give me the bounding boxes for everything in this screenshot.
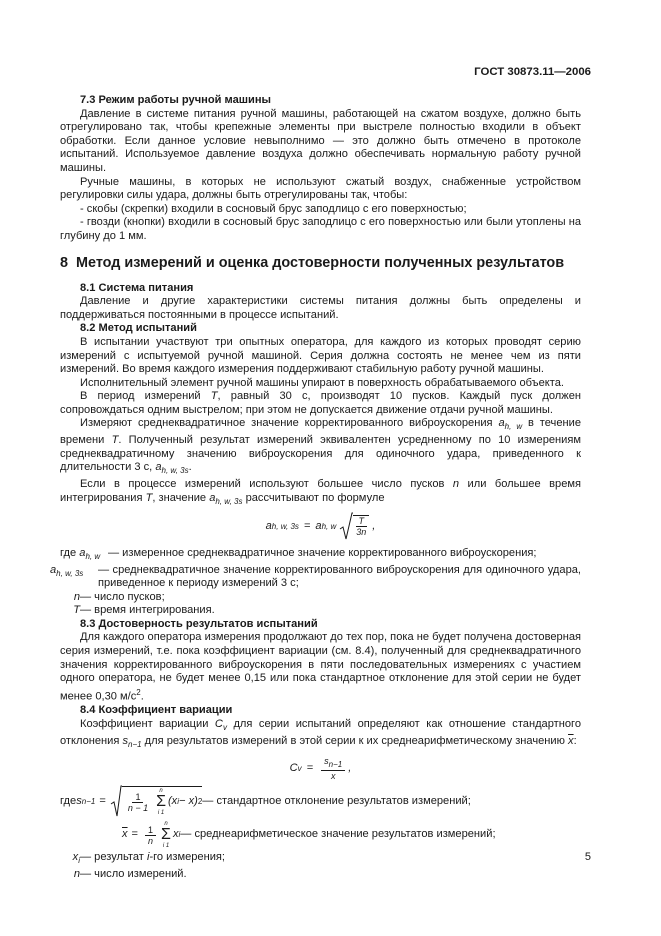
definition-sym: T — [73, 604, 80, 617]
text-run: — результат — [80, 851, 147, 864]
section-7-3-para-1: Давление в системе питания ручной машины, работающей на сжатом воздухе, должно быть отрегулировано так, чтобы крепежные элементы при выстреле полностью входили в объект обработки. Если данное условие невыполнимо — это должно быть отмечено в протоколе испытаний. Используемое давление воздуха должно обеспечивать нормальную работу ручной машины. — [60, 107, 581, 174]
section-8-2-para-5 — [60, 478, 581, 508]
formula-fraction — [125, 792, 151, 813]
section-8-2-para-2: Исполнительный элемент ручной машины упирают в поверхность обрабатываемого объекта. — [80, 376, 564, 389]
text-run: рассчитывают по формуле — [242, 491, 385, 504]
sum-term-power: 2 — [197, 797, 203, 807]
definition-sym: n — [73, 867, 80, 880]
text-run: для результатов измерений в этой серии к их среднеарифметическому значению — [141, 734, 569, 747]
definition-text — [80, 851, 581, 865]
text-run: , значение — [152, 491, 210, 504]
symbol-T: T — [210, 390, 218, 403]
text-run: , равный 30 с, производят 10 пусков. Каждый пуск должен сопровождаться одним выстрелом; при этом не допускается движение отдачи ручной машины. — [60, 390, 582, 416]
symbol-subscript: h, w, 3s — [161, 466, 189, 476]
symbol-C: C — [214, 717, 223, 730]
formula-description: — среднеарифметическое значение результатов измерений; — [180, 828, 496, 841]
text-run: Измеряют среднеквадратичное значение корректированного виброускорения — [80, 417, 499, 430]
formula-equals: = — [303, 519, 311, 532]
fraction-denominator: n − 1 — [127, 802, 149, 813]
definition-sym: n — [73, 590, 80, 603]
formula-equals: = — [131, 828, 139, 841]
formula-fraction — [353, 515, 369, 537]
definition-row — [50, 563, 581, 591]
sum-term-subscript: i — [178, 830, 181, 840]
formula-equals: = — [99, 795, 106, 808]
definition-symbol — [60, 868, 80, 882]
sum-lower-limit: i 1 — [162, 843, 170, 850]
definition-symbol — [60, 604, 80, 618]
text-run: : — [573, 734, 577, 747]
formula-subscript: h, w, 3s — [271, 521, 299, 531]
page-content — [50, 94, 582, 882]
definition-text: — среднеквадратичное значение корректированного виброускорения для одиночного удара, приведенное к периоду измерений 3 с; — [98, 563, 581, 590]
text-run: . — [140, 690, 144, 703]
formula-lead: где — [60, 795, 77, 808]
definition-text: — время интегрирования. — [80, 604, 215, 617]
sum-sigma-icon: n Σ i 1 — [161, 821, 171, 850]
symbol-subscript: n−1 — [128, 739, 142, 749]
symbol-a: a — [209, 491, 216, 504]
fraction-numerator — [321, 756, 345, 771]
text-run: В период измерений — [80, 390, 211, 403]
sum-term: − x) — [179, 795, 198, 808]
section-8-3-title: 8.3 Достоверность результатов испытаний — [80, 617, 318, 630]
formula-fraction — [321, 756, 345, 781]
sum-term: (x — [167, 795, 178, 808]
definition-sym: a — [50, 563, 57, 576]
definition-text: — число измерений. — [80, 867, 187, 880]
section-8-heading — [60, 255, 581, 272]
superscript: 2 — [136, 687, 141, 697]
section-7-3-title: 7.3 Режим работы ручной машины — [80, 94, 272, 106]
definition-text: — измеренное среднеквадратичное значение корректированного виброускорения; — [108, 546, 537, 559]
text-run: для серии испытаний определяют как отношение стандартного отклонения — [60, 717, 581, 747]
formula-subscript: h, w — [321, 521, 337, 531]
symbol-xbar: $\overline{x}$ — [568, 734, 574, 747]
symbol-a: a — [498, 417, 505, 430]
text-run: Если в процессе измерений используют большее число пусков — [80, 478, 453, 491]
page-number: 5 — [584, 851, 591, 863]
fraction-numerator: 1 — [145, 825, 156, 836]
symbol-n: n — [452, 478, 460, 491]
section-8-4-para-1 — [60, 718, 581, 752]
symbol-a: a — [155, 461, 162, 474]
sum-lower-limit: i 1 — [157, 810, 165, 817]
symbol-T: T — [111, 434, 119, 447]
formula-symbol: a — [315, 519, 322, 532]
sum-term: x — [172, 828, 179, 841]
definition-lead: где — [60, 546, 80, 559]
definition-symbol — [50, 564, 88, 581]
definition-sub: i — [78, 856, 80, 866]
definition-row — [60, 547, 581, 564]
num-symbol: s — [324, 756, 329, 767]
formula-a-hw3s — [60, 512, 581, 542]
section-8-1-title: 8.1 Система питания — [80, 281, 194, 294]
formula-mean — [122, 821, 581, 849]
section-8-2-title: 8.2 Метод испытаний — [80, 322, 197, 335]
section-8-4-title: 8.4 Коэффициент вариации — [80, 704, 233, 717]
formula-stddev — [60, 785, 581, 819]
definition-row — [60, 591, 581, 605]
definition-sym: x — [72, 851, 79, 864]
sum-sigma-icon: n Σ i 1 — [156, 788, 166, 817]
sqrt-radical-icon — [110, 785, 122, 819]
num-subscript: n−1 — [328, 760, 343, 770]
formula-subscript: n−1 — [81, 797, 96, 807]
standard-header: ГОСТ 30873.11—2006 — [474, 66, 591, 78]
text-run: Коэффициент вариации — [80, 717, 215, 730]
text-run: . — [188, 461, 192, 474]
section-8-title: Метод измерений и оценка достоверности полученных результатов — [76, 254, 565, 271]
symbol-s: s — [122, 734, 129, 747]
fraction-denominator: 3n — [356, 527, 367, 538]
formula-equals: = — [306, 761, 314, 774]
text-run: -го измерения; — [149, 851, 226, 864]
section-7-3-bullet-1: - скобы (скрепки) входили в сосновый брус заподлицо с его поверхностью; — [80, 202, 467, 215]
definition-row — [60, 604, 581, 618]
symbol-T: T — [145, 491, 153, 504]
definition-symbol — [60, 591, 80, 605]
definition-sub: h, w, 3s — [56, 568, 84, 578]
formula-description: — стандартное отклонение результатов измерений; — [202, 795, 471, 808]
definition-row — [60, 851, 581, 868]
definition-text: — число пусков; — [80, 590, 165, 603]
formula-comma: , — [372, 519, 376, 532]
definition-symbol — [60, 547, 108, 564]
sqrt-body — [122, 786, 202, 816]
fraction-denominator: x — [330, 771, 336, 782]
section-8-3-para-1 — [60, 631, 581, 704]
symbol-subscript: h, w — [504, 422, 523, 432]
text-run: в течение времени — [60, 417, 581, 447]
formula-symbol: $\overline{x}$ — [122, 828, 128, 841]
fraction-denominator: n — [148, 835, 154, 846]
text-run: Для каждого оператора измерения продолжают до тех пор, пока не будет получена достоверная серия измерений, т.е. пока коэффициент вариации (см. 8.4), полученный для среднеквадратичного значения корректированного виброускорения в пяти последовательных измерениях с участием одного оператора, не будет менее 0,15 или пока стандартное отклонение для этой серии не будет менее 0,30 м/с — [60, 631, 581, 703]
definition-symbol — [60, 851, 80, 868]
section-8-2-para-3 — [60, 390, 581, 417]
section-8-4-definitions — [60, 851, 581, 881]
formula-fraction — [145, 825, 156, 846]
sum-upper-limit: n — [164, 821, 168, 828]
symbol-subscript: h, w, 3s — [215, 497, 243, 507]
text-run: или большее время интегрирования — [60, 478, 581, 504]
fraction-numerator: T — [356, 516, 368, 527]
sqrt-radical-icon — [339, 512, 353, 542]
formula-subscript: v — [297, 763, 302, 773]
formula-symbol: s — [76, 795, 82, 808]
section-7-3-bullet-2: - гвозди (кнопки) входили в сосновый брус заподлицо с его поверхностью или были утоплены на глубину до 1 мм. — [60, 216, 581, 242]
formula-comma: , — [348, 761, 352, 774]
symbol-subscript: v — [222, 722, 227, 732]
symbol-i: i — [146, 851, 150, 864]
definition-row — [60, 868, 581, 882]
section-8-2-para-4 — [60, 417, 581, 478]
section-8-2-para-1: В испытании участвуют три опытных оператора, для каждого из которых проводят серию измерений с испытуемой ручной машиной. Серия должна состоять не менее чем из пяти измерений. Во время каждого измерения поддерживают стабильную работу ручной машины. — [60, 335, 581, 376]
section-8-1-para-1: Давление и другие характеристики системы питания должны быть определены и поддерживаться постоянными в процессе испытаний. — [60, 295, 581, 321]
sum-upper-limit: n — [159, 788, 163, 795]
formula-cv — [60, 756, 581, 781]
definition-sub: h, w — [85, 551, 101, 561]
formula-symbol: C — [289, 761, 298, 774]
section-7-3-para-2: Ручные машины, в которых не используют сжатый воздух, снабженные устройством регулировки силы удара, должны быть отрегулированы так, чтобы: — [60, 175, 581, 202]
text-run: . Полученный результат измерений эквивалентен усредненному по 10 измерениям среднеквадратичному значению виброускорения для одиночного удара, приведенного к длительности 3 с, — [60, 434, 581, 474]
sum-term-subscript: i — [177, 797, 180, 807]
section-8-2-definitions — [50, 546, 581, 618]
section-8-number: 8 — [60, 254, 69, 271]
fraction-numerator: 1 — [132, 792, 143, 803]
definition-sym: a — [79, 546, 86, 559]
formula-symbol: a — [265, 519, 272, 532]
